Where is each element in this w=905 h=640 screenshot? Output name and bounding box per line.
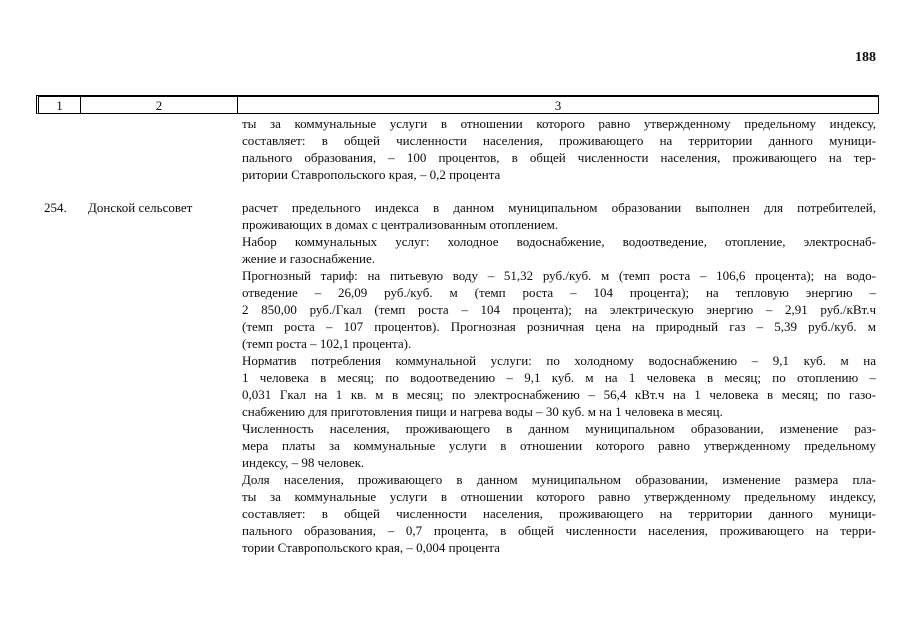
header-col-2: 2 [80, 97, 237, 113]
text-line: ты за коммунальные услуги в отношении которого равно утвержденному предельному индексу, [242, 116, 876, 131]
page-number: 188 [855, 50, 876, 65]
text-line: отведение – 26,09 руб./куб. м (темп роста – 104 процента); на тепловую энергию – [242, 285, 876, 300]
header-col-1: 1 [56, 97, 63, 113]
paragraph [242, 115, 876, 183]
paragraph [242, 199, 876, 233]
table-header-row [36, 95, 879, 114]
table-row [0, 199, 905, 559]
paragraph [242, 233, 876, 267]
paragraph [242, 352, 876, 420]
paragraph [242, 420, 876, 471]
header-col-3: 3 [237, 97, 878, 113]
text-line: ты за коммунальные услуги в отношении которого равно утвержденному предельному индексу, [242, 489, 876, 504]
text-line: ритории Ставропольского края, – 0,2 процента [242, 167, 501, 182]
text-line: тории Ставропольского края, – 0,004 процента [242, 540, 500, 555]
text-line: 1 человека в месяц; по водоотведению – 9,1 куб. м на 1 человека в месяц; по отоплению – [242, 370, 876, 385]
text-line: жение и газоснабжение. [242, 251, 376, 266]
continuation-text [242, 115, 876, 183]
text-line: снабжению для приготовления пищи и нагрева воды – 30 куб. м на 1 человека в месяц. [242, 404, 723, 419]
text-line: Численность населения, проживающего в данном муниципальном образовании, изменение раз- [242, 421, 876, 436]
paragraph [242, 471, 876, 556]
text-line: Норматив потребления коммунальной услуги: по холодному водоснабжению – 9,1 куб. м на [242, 353, 876, 368]
text-line: индексу, – 98 человек. [242, 455, 365, 470]
text-line: пального образования, – 0,7 процента, в общей численности населения, проживающего на терри- [242, 523, 876, 538]
entry-description [242, 199, 876, 556]
text-line: пального образования, – 100 процентов, в общей численности населения, проживающего на тер- [242, 150, 876, 165]
text-line: Прогнозный тариф: на питьевую воду – 51,32 руб./куб. м (темп роста – 106,6 процента); на водо- [242, 268, 876, 283]
text-line: мера платы за коммунальные услуги в отношении которого равно утвержденному предельному [242, 438, 876, 453]
paragraph [242, 267, 876, 352]
text-line: Доля населения, проживающего в данном муниципальном образовании, изменение размера пла- [242, 472, 876, 487]
text-line: (темп роста – 107 процентов). Прогнозная розничная цена на природный газ – 5,39 руб./куб. м [242, 319, 876, 334]
text-line: проживающих в домах с централизованным отоплением. [242, 217, 559, 232]
entry-name: Донской сельсовет [88, 200, 193, 215]
entry-number: 254. [44, 200, 67, 215]
text-line: расчет предельного индекса в данном муниципальном образовании выполнен для потребителей, [242, 200, 876, 215]
text-line: составляет: в общей численности населения, проживающего на территории данного муници- [242, 506, 876, 521]
text-line: Набор коммунальных услуг: холодное водоснабжение, водоотведение, отопление, электроснаб- [242, 234, 876, 249]
text-line: 2 850,00 руб./Гкал (темп роста – 104 процента); на электрическую энергию – 2,91 руб./кВт.ч [242, 302, 876, 317]
text-line: 0,031 Гкал на 1 кв. м в месяц; по электроснабжению – 56,4 кВт.ч на 1 человека в месяц; по газо- [242, 387, 876, 402]
text-line: (темп роста – 102,1 процента). [242, 336, 412, 351]
text-line: составляет: в общей численности населения, проживающего на территории данного муници- [242, 133, 876, 148]
